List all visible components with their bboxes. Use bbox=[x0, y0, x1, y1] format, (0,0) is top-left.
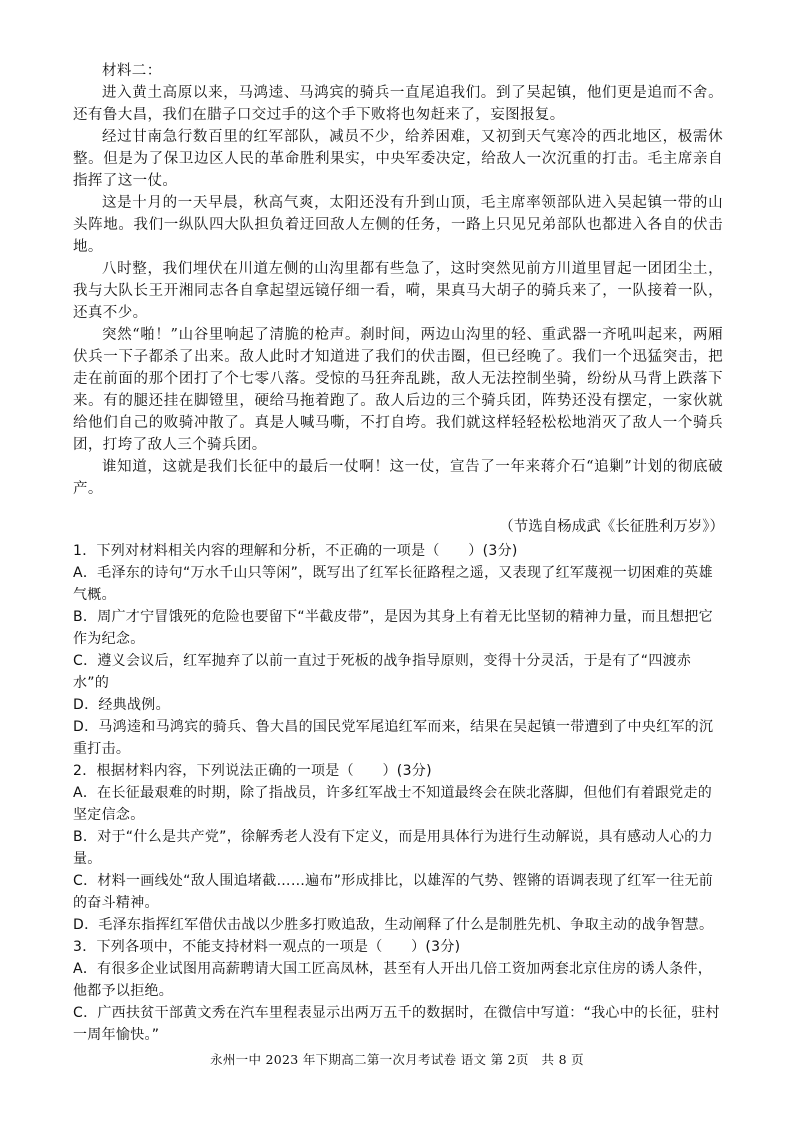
material-two bbox=[73, 60, 723, 500]
material-paragraph: 进入黄土高原以来，马鸿逵、马鸿宾的骑兵一直尾追我们。到了吴起镇，他们更是追而不舍。还有鲁大昌，我们在腊子口交过手的这个手下败将也匆赶来了，妄图报复。 bbox=[73, 85, 723, 123]
material-paragraph: 突然“啪！”山谷里响起了清脆的枪声。刹时间，两边山沟里的轻、重武器一齐吼叫起来，两厢伏兵一下子都杀了出来。敌人此时才知道进了我们的伏击圈，但已经晚了。我们一个迅猛突击，把走在前面的那个团打了个七零八落。受惊的马狂奔乱跳，敌人无法控制坐骑，纷纷从马背上跌落下来。有的腿还挂在脚镫里，硬给马拖着跑了。敌人后边的三个骑兵团，阵势还没有摆定，一家伙就给他们自己的败骑冲散了。真是人喊马嘶，不打自垮。我们就这样轻轻松松地消灭了敌人一个骑兵团，打垮了敌人三个骑兵团。 bbox=[73, 327, 723, 453]
option: C．广西扶贫干部黄文秀在汽车里程表显示出两万五千的数据时，在微信中写道：“我心中的长征，驻村一周年愉快。” bbox=[73, 1005, 720, 1043]
option: A．毛泽东的诗句“万水千山只等闲”，既写出了红军长征路程之遥，又表现了红军蔑视一切困难的英雄气概。 bbox=[73, 565, 713, 603]
option: C．遵义会议后，红军抛弃了以前一直过于死板的战争指导原则，变得十分灵活，于是有了“四渡赤水”的 bbox=[73, 653, 692, 691]
material-paragraph: 这是十月的一天早晨，秋高气爽，太阳还没有升到山顶，毛主席率领部队进入吴起镇一带的山头阵地。我们一纵队四大队担负着迂回敌人左侧的任务，一路上只见兄弟部队也都进入各自的伏击地。 bbox=[73, 195, 723, 255]
question-stem: 1．下列对材料相关内容的理解和分析，不正确的一项是（ ）(3分) bbox=[73, 543, 518, 559]
question-stem: 2．根据材料内容，下列说法正确的一项是（ ）(3分) bbox=[73, 763, 432, 779]
option: D．毛泽东指挥红军借伏击战以少胜多打败追敌，生动阐释了什么是制胜先机、争取主动的战争智慧。 bbox=[73, 917, 714, 933]
option: A．在长征最艰难的时期，除了指战员，许多红军战士不知道最终会在陕北落脚，但他们有着跟党走的坚定信念。 bbox=[73, 785, 713, 823]
option: B．对于“什么是共产党”，徐解秀老人没有下定义，而是用具体行为进行生动解说，具有感动人心的力量。 bbox=[73, 829, 713, 867]
source-citation: （节选自杨成武《长征胜利万岁》） bbox=[499, 519, 724, 535]
question-2 bbox=[73, 760, 723, 936]
question-1 bbox=[73, 540, 723, 760]
option: D．经典战例。 bbox=[73, 697, 170, 713]
material-paragraph: 经过甘南急行数百里的红军部队，减员不少，给养困难，又初到天气寒冷的西北地区，极需休整。但是为了保卫边区人民的革命胜利果实，中央军委决定，给敌人一次沉重的打击。毛主席亲自指挥了这一仗。 bbox=[73, 129, 723, 189]
question-3 bbox=[73, 936, 723, 1046]
option: B．周广才宁冒饿死的危险也要留下“半截皮带”，是因为其身上有着无比坚韧的精神力量，而且想把它作为纪念。 bbox=[73, 609, 713, 647]
option: D．马鸿逵和马鸿宾的骑兵、鲁大昌的国民党军尾追红军而来，结果在吴起镇一带遭到了中央红军的沉重打击。 bbox=[73, 719, 714, 757]
material-paragraph: 谁知道，这就是我们长征中的最后一仗啊！这一仗，宣告了一年来蒋介石“追剿”计划的彻底破产。 bbox=[73, 459, 723, 497]
page-footer: 永州一中 2023 年下期高二第一次月考试卷 语文 第 2页 共 8 页 bbox=[210, 1052, 584, 1067]
option: A．有很多企业试图用高薪聘请大国工匠高凤林，甚至有人开出几倍工资加两套北京住房的诱人条件，他都予以拒绝。 bbox=[73, 961, 713, 999]
questions bbox=[73, 540, 723, 1046]
option: C．材料一画线处“敌人围追堵截……遍布”形成排比，以雄浑的气势、铿锵的语调表现了红军一往无前的奋斗精神。 bbox=[73, 873, 714, 911]
material-heading: 材料二： bbox=[102, 63, 162, 79]
question-stem: 3．下列各项中，不能支持材料一观点的一项是（ ）(3分) bbox=[73, 939, 461, 955]
material-paragraph: 八时整，我们埋伏在川道左侧的山沟里都有些急了，这时突然见前方川道里冒起一团团尘土，我与大队长王开湘同志各自拿起望远镜仔细一看，嗬，果真马大胡子的骑兵来了，一队接着一队，还真不少。 bbox=[73, 261, 723, 321]
